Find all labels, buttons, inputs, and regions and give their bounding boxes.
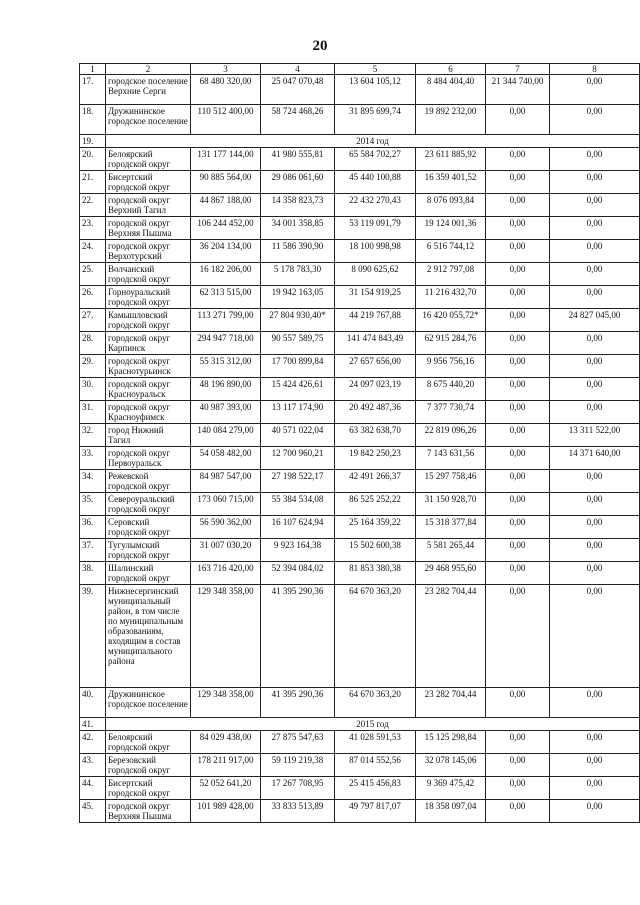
amount-cell: 0,00 [486, 470, 550, 493]
amount-cell: 63 382 638,70 [335, 424, 416, 447]
table-row [80, 447, 640, 470]
municipality-name: Шалинский городской округ [106, 562, 191, 585]
amount-cell: 52 394 084,02 [261, 562, 335, 585]
amount-cell: 113 271 799,00 [191, 309, 261, 332]
amount-cell: 90 885 564,00 [191, 171, 261, 194]
amount-cell: 31 895 699,74 [335, 105, 416, 135]
amount-cell: 0,00 [486, 731, 550, 754]
amount-cell: 140 084 279,00 [191, 424, 261, 447]
row-number: 30. [80, 378, 106, 401]
municipality-name: Горноуральский городской округ [106, 286, 191, 309]
amount-cell: 0,00 [486, 777, 550, 800]
row-number: 26. [80, 286, 106, 309]
column-header: 2 [106, 64, 191, 75]
amount-cell: 8 484 404,40 [416, 75, 486, 105]
amount-cell: 34 001 358,85 [261, 217, 335, 240]
amount-cell: 7 143 631,56 [416, 447, 486, 470]
municipality-name: Серовский городской округ [106, 516, 191, 539]
amount-cell: 87 014 552,56 [335, 754, 416, 777]
amount-cell: 8 076 093,84 [416, 194, 486, 217]
amount-cell: 27 657 656,00 [335, 355, 416, 378]
amount-cell: 15 424 426,61 [261, 378, 335, 401]
amount-cell: 33 833 513,89 [261, 800, 335, 823]
amount-cell: 0,00 [486, 240, 550, 263]
amount-cell: 56 590 362,00 [191, 516, 261, 539]
amount-cell: 17 700 899,84 [261, 355, 335, 378]
amount-cell: 16 359 401,52 [416, 171, 486, 194]
amount-cell: 0,00 [550, 105, 640, 135]
row-number: 29. [80, 355, 106, 378]
amount-cell: 48 196 890,00 [191, 378, 261, 401]
amount-cell: 131 177 144,00 [191, 148, 261, 171]
table-row [80, 355, 640, 378]
table-row [80, 105, 640, 135]
table-row [80, 240, 640, 263]
column-header: 1 [80, 64, 106, 75]
table-row [80, 539, 640, 562]
amount-cell: 14 371 640,00 [550, 447, 640, 470]
municipality-name: городской округ Верхний Тагил [106, 194, 191, 217]
amount-cell: 0,00 [486, 585, 550, 688]
amount-cell: 0,00 [486, 378, 550, 401]
amount-cell: 129 348 358,00 [191, 688, 261, 718]
column-header: 3 [191, 64, 261, 75]
amount-cell: 0,00 [486, 688, 550, 718]
row-number: 31. [80, 401, 106, 424]
row-number: 36. [80, 516, 106, 539]
amount-cell: 0,00 [550, 194, 640, 217]
amount-cell: 0,00 [486, 493, 550, 516]
amount-cell: 27 198 522,17 [261, 470, 335, 493]
amount-cell: 0,00 [486, 332, 550, 355]
row-number: 43. [80, 754, 106, 777]
amount-cell: 59 119 219,38 [261, 754, 335, 777]
amount-cell: 0,00 [550, 800, 640, 823]
amount-cell: 0,00 [486, 286, 550, 309]
row-number: 33. [80, 447, 106, 470]
row-number: 32. [80, 424, 106, 447]
municipality-name: Североуральский городской округ [106, 493, 191, 516]
amount-cell: 0,00 [486, 105, 550, 135]
municipality-name: городской округ Верхняя Пышма [106, 800, 191, 823]
amount-cell: 0,00 [550, 731, 640, 754]
row-number: 40. [80, 688, 106, 718]
table-row [80, 194, 640, 217]
municipality-name: Дружининское городское поселение [106, 105, 191, 135]
column-header: 7 [486, 64, 550, 75]
amount-cell: 0,00 [550, 688, 640, 718]
column-header: 8 [550, 64, 640, 75]
amount-cell: 0,00 [486, 562, 550, 585]
amount-cell: 106 244 452,00 [191, 217, 261, 240]
table-row [80, 754, 640, 777]
amount-cell: 86 525 252,22 [335, 493, 416, 516]
amount-cell: 0,00 [486, 355, 550, 378]
amount-cell: 0,00 [486, 424, 550, 447]
amount-cell: 0,00 [550, 148, 640, 171]
municipality-name: городской округ Красноуфимск [106, 401, 191, 424]
amount-cell: 29 468 955,60 [416, 562, 486, 585]
column-header: 4 [261, 64, 335, 75]
amount-cell: 27 875 547,63 [261, 731, 335, 754]
amount-cell: 0,00 [486, 447, 550, 470]
amount-cell: 15 297 758,46 [416, 470, 486, 493]
amount-cell: 0,00 [550, 470, 640, 493]
amount-cell: 0,00 [550, 75, 640, 105]
column-header: 5 [335, 64, 416, 75]
table-row [80, 493, 640, 516]
table-row [80, 217, 640, 240]
amount-cell: 8 090 625,62 [335, 263, 416, 286]
municipality-name: городской округ Верхотурский [106, 240, 191, 263]
amount-cell: 42 491 266,37 [335, 470, 416, 493]
amount-cell: 68 480 320,00 [191, 75, 261, 105]
amount-cell: 0,00 [486, 263, 550, 286]
amount-cell: 17 267 708,95 [261, 777, 335, 800]
amount-cell: 45 440 100,88 [335, 171, 416, 194]
amount-cell: 0,00 [550, 240, 640, 263]
amount-cell: 0,00 [550, 355, 640, 378]
amount-cell: 0,00 [550, 585, 640, 688]
row-number: 27. [80, 309, 106, 332]
row-number: 24. [80, 240, 106, 263]
municipality-name: Бисертский городской округ [106, 777, 191, 800]
amount-cell: 25 164 359,22 [335, 516, 416, 539]
year-label: 2014 год [106, 135, 640, 148]
amount-cell: 0,00 [550, 493, 640, 516]
table-row [80, 401, 640, 424]
amount-cell: 0,00 [550, 263, 640, 286]
funding-table [79, 63, 640, 823]
amount-cell: 40 987 393,00 [191, 401, 261, 424]
table-row [80, 688, 640, 718]
amount-cell: 64 670 363,20 [335, 585, 416, 688]
amount-cell: 8 675 440,20 [416, 378, 486, 401]
amount-cell: 21 344 740,00 [486, 75, 550, 105]
table-row [80, 424, 640, 447]
amount-cell: 24 097 023,19 [335, 378, 416, 401]
municipality-name: городской округ Краснотурьинск [106, 355, 191, 378]
amount-cell: 0,00 [486, 401, 550, 424]
municipality-name: Тугулымский городской округ [106, 539, 191, 562]
amount-cell: 36 204 134,00 [191, 240, 261, 263]
page-number: 20 [312, 38, 328, 54]
municipality-name: Волчанский городской округ [106, 263, 191, 286]
table-row [80, 585, 640, 688]
row-number: 44. [80, 777, 106, 800]
amount-cell: 0,00 [486, 539, 550, 562]
amount-cell: 0,00 [486, 148, 550, 171]
row-number: 37. [80, 539, 106, 562]
amount-cell: 9 923 164,38 [261, 539, 335, 562]
amount-cell: 15 125 298,84 [416, 731, 486, 754]
amount-cell: 22 432 270,43 [335, 194, 416, 217]
amount-cell: 0,00 [550, 378, 640, 401]
amount-cell: 0,00 [486, 800, 550, 823]
table-row [80, 731, 640, 754]
amount-cell: 58 724 468,26 [261, 105, 335, 135]
row-number: 25. [80, 263, 106, 286]
amount-cell: 44 867 188,00 [191, 194, 261, 217]
year-label: 2015 год [106, 718, 640, 731]
amount-cell: 0,00 [550, 777, 640, 800]
amount-cell: 41 395 290,36 [261, 688, 335, 718]
header-row [80, 64, 640, 75]
row-number: 42. [80, 731, 106, 754]
amount-cell: 31 154 919,25 [335, 286, 416, 309]
year-row [80, 718, 640, 731]
table-row [80, 148, 640, 171]
amount-cell: 294 947 718,00 [191, 332, 261, 355]
amount-cell: 0,00 [550, 171, 640, 194]
municipality-name: городской округ Красноуральск [106, 378, 191, 401]
municipality-name: Белоярский городской округ [106, 731, 191, 754]
municipality-name: Белоярский городской округ [106, 148, 191, 171]
amount-cell: 40 571 022,04 [261, 424, 335, 447]
municipality-name: Березовский городской округ [106, 754, 191, 777]
row-number: 39. [80, 585, 106, 688]
municipality-name: Режевской городской округ [106, 470, 191, 493]
amount-cell: 49 797 817,07 [335, 800, 416, 823]
amount-cell: 84 029 438,00 [191, 731, 261, 754]
amount-cell: 44 219 767,88 [335, 309, 416, 332]
amount-cell: 0,00 [550, 539, 640, 562]
amount-cell: 41 028 591,53 [335, 731, 416, 754]
table-row [80, 378, 640, 401]
row-number: 34. [80, 470, 106, 493]
amount-cell: 54 058 482,00 [191, 447, 261, 470]
amount-cell: 16 420 055,72* [416, 309, 486, 332]
amount-cell: 15 502 600,38 [335, 539, 416, 562]
column-header: 6 [416, 64, 486, 75]
amount-cell: 178 211 917,00 [191, 754, 261, 777]
amount-cell: 19 942 163,05 [261, 286, 335, 309]
amount-cell: 19 892 232,00 [416, 105, 486, 135]
row-number: 17. [80, 75, 106, 105]
amount-cell: 5 178 783,30 [261, 263, 335, 286]
amount-cell: 20 492 487,36 [335, 401, 416, 424]
row-number: 22. [80, 194, 106, 217]
table-row [80, 562, 640, 585]
amount-cell: 81 853 380,38 [335, 562, 416, 585]
municipality-name: Бисертский городской округ [106, 171, 191, 194]
row-number: 21. [80, 171, 106, 194]
row-number: 38. [80, 562, 106, 585]
amount-cell: 0,00 [486, 309, 550, 332]
amount-cell: 0,00 [550, 217, 640, 240]
row-number: 45. [80, 800, 106, 823]
amount-cell: 55 384 534,08 [261, 493, 335, 516]
table-row [80, 470, 640, 493]
municipality-name: городской округ Верхняя Пышма [106, 217, 191, 240]
amount-cell: 13 311 522,00 [550, 424, 640, 447]
amount-cell: 55 315 312,00 [191, 355, 261, 378]
amount-cell: 6 516 744,12 [416, 240, 486, 263]
amount-cell: 84 987 547,00 [191, 470, 261, 493]
amount-cell: 62 915 284,76 [416, 332, 486, 355]
row-number: 19. [80, 135, 106, 148]
amount-cell: 101 989 428,00 [191, 800, 261, 823]
amount-cell: 0,00 [550, 332, 640, 355]
amount-cell: 16 107 624,94 [261, 516, 335, 539]
table-row [80, 263, 640, 286]
amount-cell: 53 119 091,79 [335, 217, 416, 240]
amount-cell: 7 377 730,74 [416, 401, 486, 424]
amount-cell: 11 216 432,70 [416, 286, 486, 309]
row-number: 41. [80, 718, 106, 731]
row-number: 20. [80, 148, 106, 171]
municipality-name: городской округ Карпинск [106, 332, 191, 355]
amount-cell: 0,00 [550, 516, 640, 539]
amount-cell: 15 318 377,84 [416, 516, 486, 539]
amount-cell: 19 124 001,36 [416, 217, 486, 240]
amount-cell: 9 369 475,42 [416, 777, 486, 800]
table-row [80, 171, 640, 194]
amount-cell: 19 842 250,23 [335, 447, 416, 470]
table-row [80, 75, 640, 105]
row-number: 35. [80, 493, 106, 516]
amount-cell: 0,00 [550, 401, 640, 424]
row-number: 23. [80, 217, 106, 240]
amount-cell: 173 060 715,00 [191, 493, 261, 516]
amount-cell: 12 700 960,21 [261, 447, 335, 470]
amount-cell: 141 474 843,49 [335, 332, 416, 355]
amount-cell: 22 819 096,26 [416, 424, 486, 447]
amount-cell: 24 827 045,00 [550, 309, 640, 332]
year-row [80, 135, 640, 148]
municipality-name: городское поселение Верхние Серги [106, 75, 191, 105]
amount-cell: 0,00 [486, 171, 550, 194]
table-row [80, 800, 640, 823]
amount-cell: 2 912 797,08 [416, 263, 486, 286]
amount-cell: 0,00 [550, 562, 640, 585]
amount-cell: 41 980 555,81 [261, 148, 335, 171]
amount-cell: 65 584 702,27 [335, 148, 416, 171]
amount-cell: 18 358 097,04 [416, 800, 486, 823]
municipality-name: Камышловский городской округ [106, 309, 191, 332]
table-row [80, 332, 640, 355]
amount-cell: 11 586 390,90 [261, 240, 335, 263]
amount-cell: 0,00 [486, 194, 550, 217]
amount-cell: 62 313 515,00 [191, 286, 261, 309]
amount-cell: 163 716 420,00 [191, 562, 261, 585]
amount-cell: 25 047 070,48 [261, 75, 335, 105]
amount-cell: 0,00 [486, 217, 550, 240]
municipality-name: город Нижний Тагил [106, 424, 191, 447]
amount-cell: 0,00 [486, 516, 550, 539]
amount-cell: 0,00 [550, 286, 640, 309]
amount-cell: 0,00 [550, 754, 640, 777]
table-row [80, 309, 640, 332]
amount-cell: 52 052 641,20 [191, 777, 261, 800]
table-row [80, 286, 640, 309]
amount-cell: 29 086 061,60 [261, 171, 335, 194]
table-row [80, 777, 640, 800]
row-number: 18. [80, 105, 106, 135]
municipality-name: Дружининское городское поселение [106, 688, 191, 718]
amount-cell: 23 282 704,44 [416, 585, 486, 688]
amount-cell: 110 512 400,00 [191, 105, 261, 135]
amount-cell: 0,00 [486, 754, 550, 777]
amount-cell: 16 182 206,00 [191, 263, 261, 286]
amount-cell: 9 956 756,16 [416, 355, 486, 378]
amount-cell: 129 348 358,00 [191, 585, 261, 688]
amount-cell: 5 581 265,44 [416, 539, 486, 562]
amount-cell: 31 007 030,20 [191, 539, 261, 562]
amount-cell: 14 358 823,73 [261, 194, 335, 217]
municipality-name: городской округ Первоуральск [106, 447, 191, 470]
amount-cell: 25 415 456,83 [335, 777, 416, 800]
amount-cell: 90 557 589,75 [261, 332, 335, 355]
table-row [80, 516, 640, 539]
amount-cell: 64 670 363,20 [335, 688, 416, 718]
amount-cell: 27 804 930,40* [261, 309, 335, 332]
amount-cell: 31 150 928,70 [416, 493, 486, 516]
amount-cell: 13 604 105,12 [335, 75, 416, 105]
amount-cell: 32 078 145,06 [416, 754, 486, 777]
row-number: 28. [80, 332, 106, 355]
amount-cell: 23 611 885,92 [416, 148, 486, 171]
amount-cell: 13 117 174,90 [261, 401, 335, 424]
amount-cell: 23 282 704,44 [416, 688, 486, 718]
municipality-name: Нижнесергинский муниципальный район, в том числе по муниципальным образованиям, входящим в состав муниципального района [106, 585, 191, 688]
amount-cell: 41 395 290,36 [261, 585, 335, 688]
amount-cell: 18 100 998,98 [335, 240, 416, 263]
